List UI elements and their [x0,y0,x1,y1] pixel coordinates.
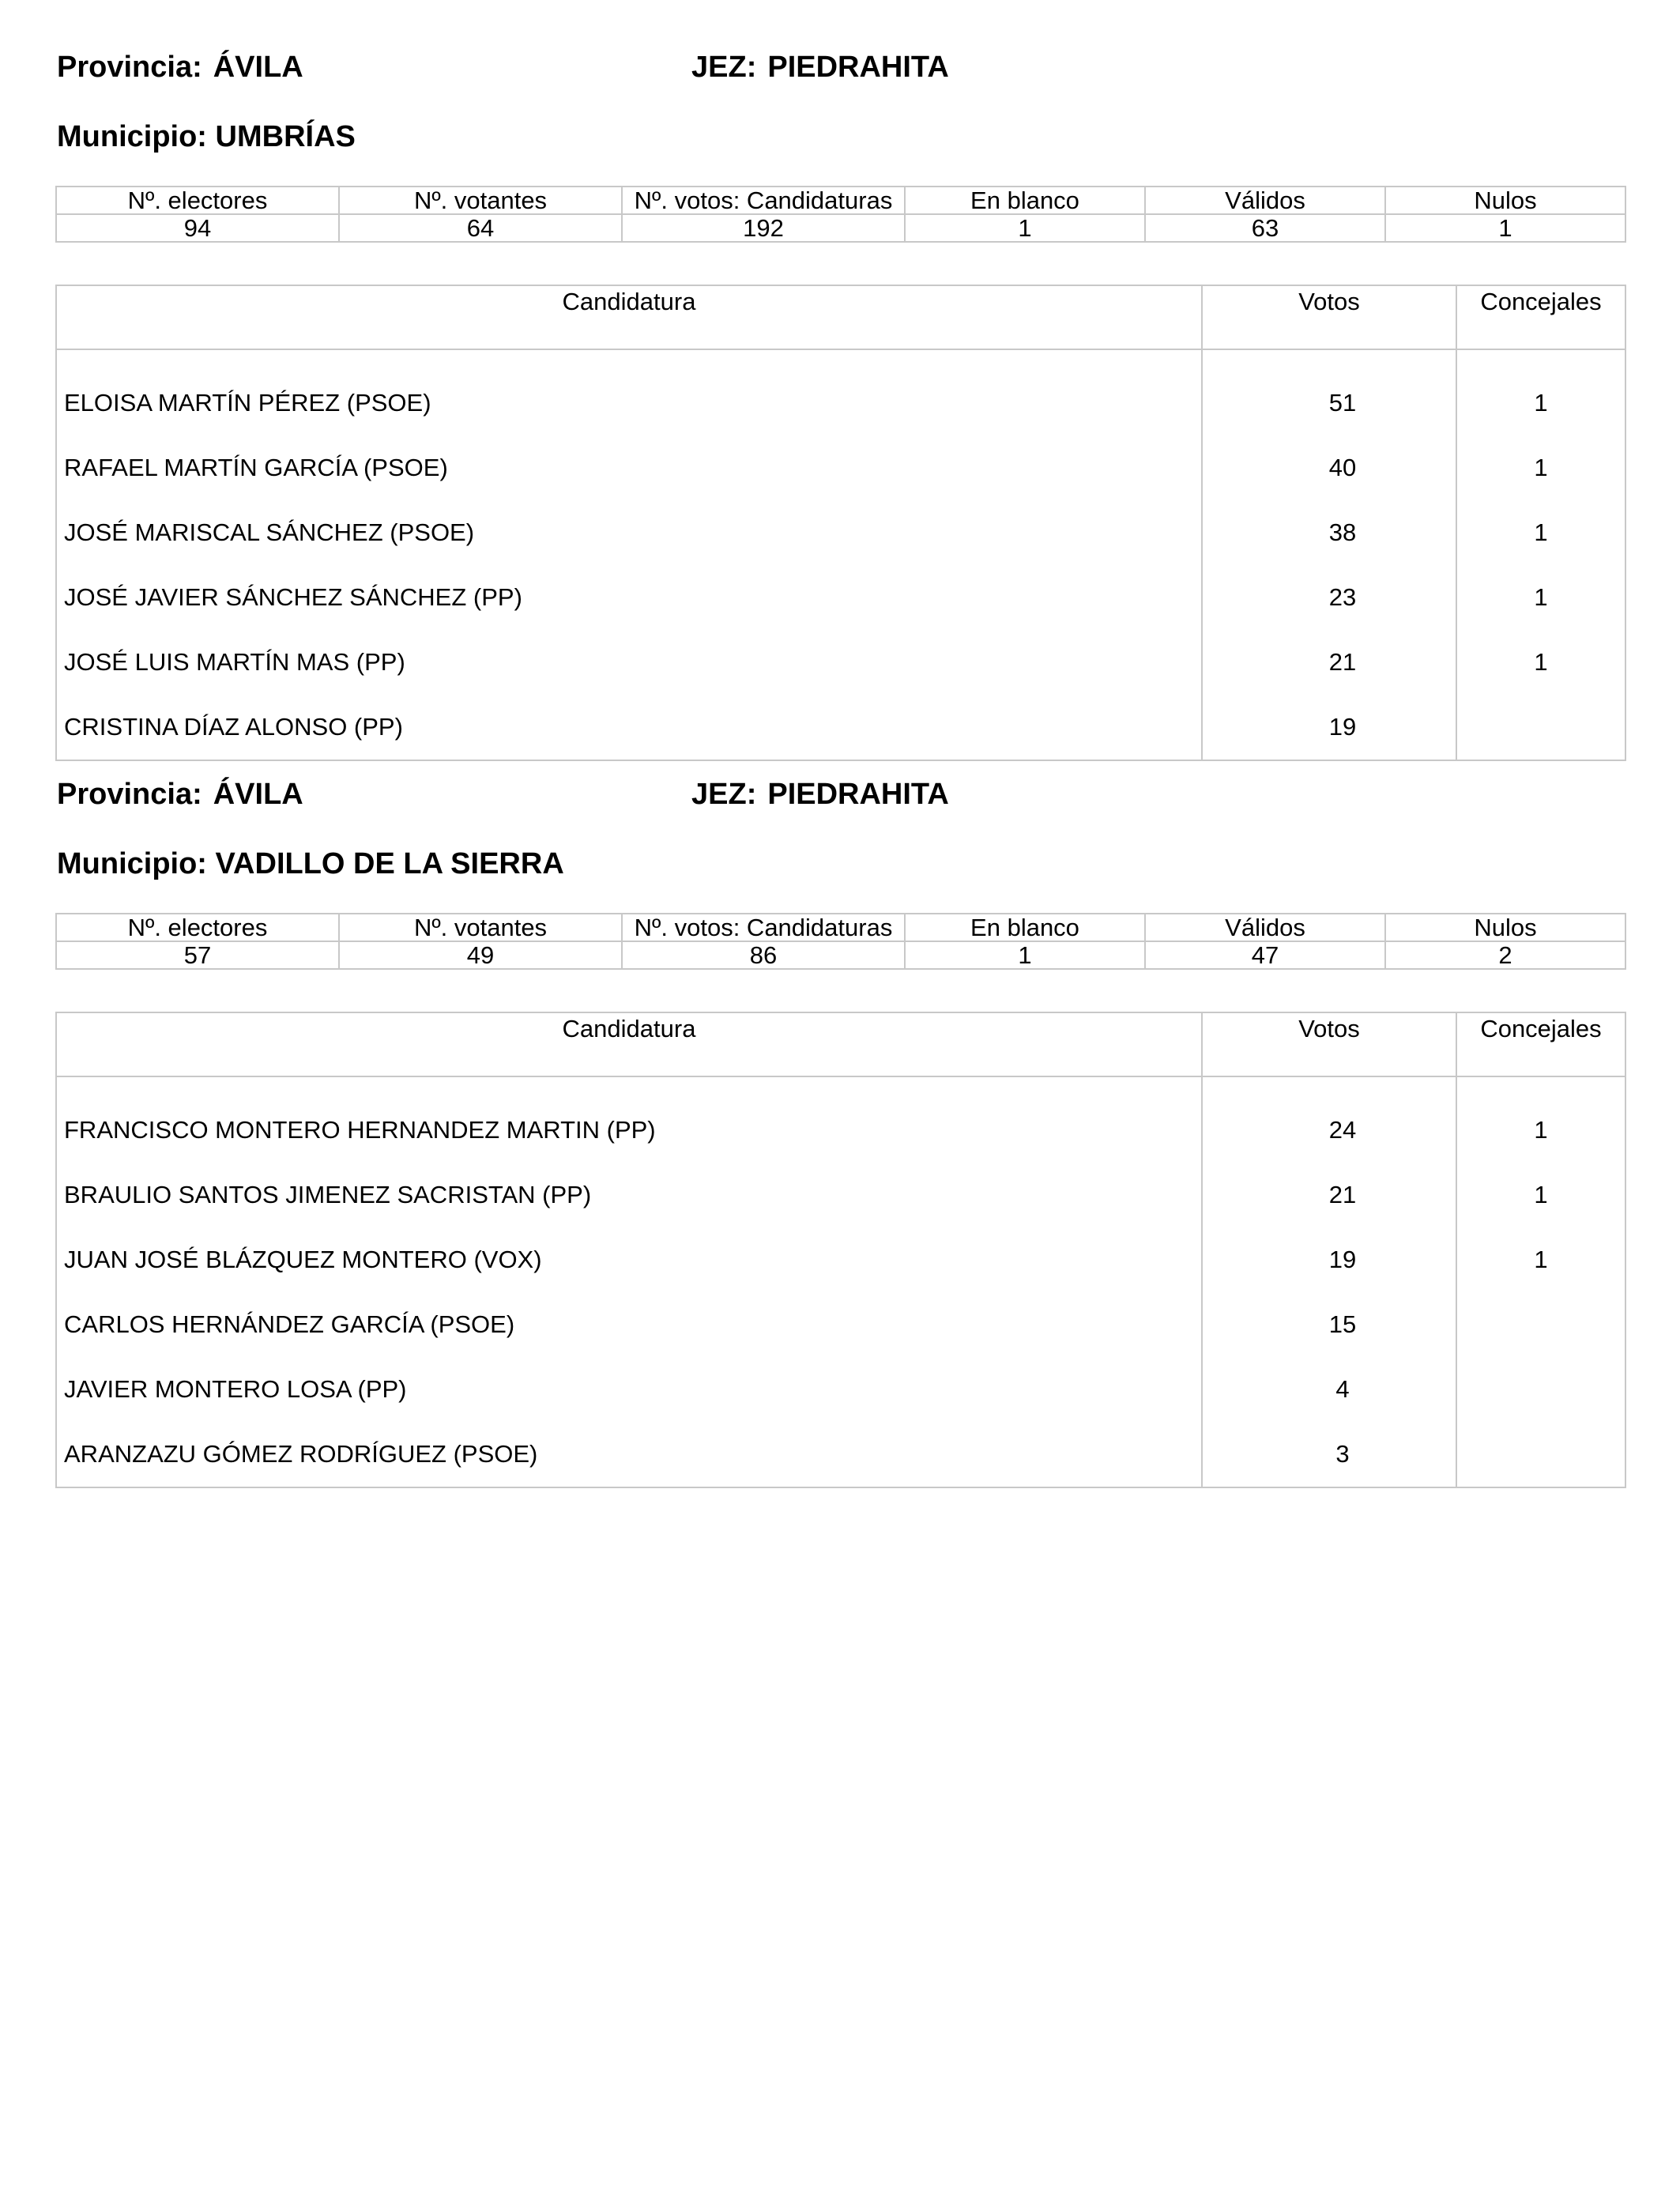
candidate-name: RAFAEL MARTÍN GARCÍA (PSOE) [56,435,1202,500]
candidate-name: JAVIER MONTERO LOSA (PP) [56,1357,1202,1422]
jez-value: PIEDRAHITA [767,778,949,811]
stats-value-votos-candidaturas: 86 [622,941,905,969]
candidate-row [56,1076,1625,1163]
candidate-concejales [1456,1292,1625,1357]
provincia-line [57,778,303,812]
candidate-concejales: 1 [1456,630,1625,695]
candidate-concejales: 1 [1456,349,1625,435]
stats-value-en-blanco: 1 [905,214,1145,242]
candidate-row [56,630,1625,695]
provincia-label: Provincia: [57,778,202,811]
candidate-votos: 38 [1202,500,1456,565]
stats-value-en-blanco: 1 [905,941,1145,969]
stats-table [55,913,1626,970]
candidate-votos: 24 [1202,1076,1456,1163]
candidatura-header: Candidatura [56,1012,1202,1076]
candidate-row [56,500,1625,565]
municipality-section [55,47,1625,741]
stats-value-electores: 94 [56,214,339,242]
municipality-section [55,775,1625,1468]
stats-header-validos: Válidos [1145,914,1385,941]
jez-label: JEZ: [691,778,757,811]
candidate-name: FRANCISCO MONTERO HERNANDEZ MARTIN (PP) [56,1076,1202,1163]
candidate-name: BRAULIO SANTOS JIMENEZ SACRISTAN (PP) [56,1163,1202,1227]
municipio-label: Municipio: [57,847,207,880]
stats-header-votos-candidaturas: Nº. votos: Candidaturas [622,187,905,214]
stats-header-nulos: Nulos [1385,187,1625,214]
provincia-value: ÁVILA [213,778,303,811]
candidate-votos: 21 [1202,1163,1456,1227]
municipio-value: VADILLO DE LA SIERRA [215,847,564,880]
candidate-votos: 51 [1202,349,1456,435]
candidate-row [56,1163,1625,1227]
stats-header-en-blanco: En blanco [905,914,1145,941]
candidate-row [56,565,1625,630]
candidate-votos: 23 [1202,565,1456,630]
municipio-line [57,847,564,881]
votos-header: Votos [1202,285,1456,349]
candidate-votos: 40 [1202,435,1456,500]
candidate-concejales: 1 [1456,435,1625,500]
candidate-name: JUAN JOSÉ BLÁZQUEZ MONTERO (VOX) [56,1227,1202,1292]
jez-label: JEZ: [691,51,757,84]
candidate-row [56,349,1625,435]
section-header [55,47,1625,90]
provincia-label: Provincia: [57,51,202,84]
stats-header-row [56,914,1625,941]
stats-value-votos-candidaturas: 192 [622,214,905,242]
candidate-concejales [1456,1357,1625,1422]
candidates-table [55,1012,1626,1488]
candidate-row [56,1292,1625,1357]
stats-value-validos: 47 [1145,941,1385,969]
candidate-name: ARANZAZU GÓMEZ RODRÍGUEZ (PSOE) [56,1422,1202,1487]
candidate-concejales: 1 [1456,1076,1625,1163]
stats-value-nulos: 1 [1385,214,1625,242]
stats-table [55,186,1626,243]
section-header [55,775,1625,817]
concejales-header: Concejales [1456,285,1625,349]
stats-header-votantes: Nº. votantes [339,914,622,941]
candidate-row [56,1357,1625,1422]
stats-header-validos: Válidos [1145,187,1385,214]
stats-value-row [56,214,1625,242]
stats-value-votantes: 64 [339,214,622,242]
candidates-header-row [56,1012,1625,1076]
jez-line [691,778,949,812]
jez-line [691,51,949,85]
candidate-concejales: 1 [1456,500,1625,565]
candidate-concejales [1456,1422,1625,1487]
votos-header: Votos [1202,1012,1456,1076]
stats-header-nulos: Nulos [1385,914,1625,941]
candidate-name: ELOISA MARTÍN PÉREZ (PSOE) [56,349,1202,435]
jez-value: PIEDRAHITA [767,51,949,84]
candidate-votos: 19 [1202,695,1456,760]
provincia-line [57,51,303,85]
municipio-label: Municipio: [57,120,207,153]
candidatura-header: Candidatura [56,285,1202,349]
candidate-votos: 19 [1202,1227,1456,1292]
stats-value-row [56,941,1625,969]
candidate-row [56,695,1625,760]
stats-header-en-blanco: En blanco [905,187,1145,214]
stats-header-row [56,187,1625,214]
stats-value-votantes: 49 [339,941,622,969]
stats-header-votantes: Nº. votantes [339,187,622,214]
stats-header-votos-candidaturas: Nº. votos: Candidaturas [622,914,905,941]
candidate-concejales: 1 [1456,1227,1625,1292]
candidate-votos: 4 [1202,1357,1456,1422]
candidate-name: CARLOS HERNÁNDEZ GARCÍA (PSOE) [56,1292,1202,1357]
candidate-name: JOSÉ LUIS MARTÍN MAS (PP) [56,630,1202,695]
candidate-votos: 15 [1202,1292,1456,1357]
stats-header-electores: Nº. electores [56,187,339,214]
candidates-table [55,285,1626,761]
stats-value-electores: 57 [56,941,339,969]
concejales-header: Concejales [1456,1012,1625,1076]
candidate-votos: 21 [1202,630,1456,695]
provincia-value: ÁVILA [213,51,303,84]
candidate-name: CRISTINA DÍAZ ALONSO (PP) [56,695,1202,760]
candidate-row [56,1227,1625,1292]
stats-value-nulos: 2 [1385,941,1625,969]
candidate-concejales: 1 [1456,1163,1625,1227]
municipio-line [57,120,356,154]
candidate-name: JOSÉ MARISCAL SÁNCHEZ (PSOE) [56,500,1202,565]
candidate-votos: 3 [1202,1422,1456,1487]
candidate-row [56,1422,1625,1487]
candidates-header-row [56,285,1625,349]
stats-value-validos: 63 [1145,214,1385,242]
candidate-row [56,435,1625,500]
candidate-name: JOSÉ JAVIER SÁNCHEZ SÁNCHEZ (PP) [56,565,1202,630]
candidate-concejales [1456,695,1625,760]
stats-header-electores: Nº. electores [56,914,339,941]
municipio-value: UMBRÍAS [215,120,356,153]
candidate-concejales: 1 [1456,565,1625,630]
